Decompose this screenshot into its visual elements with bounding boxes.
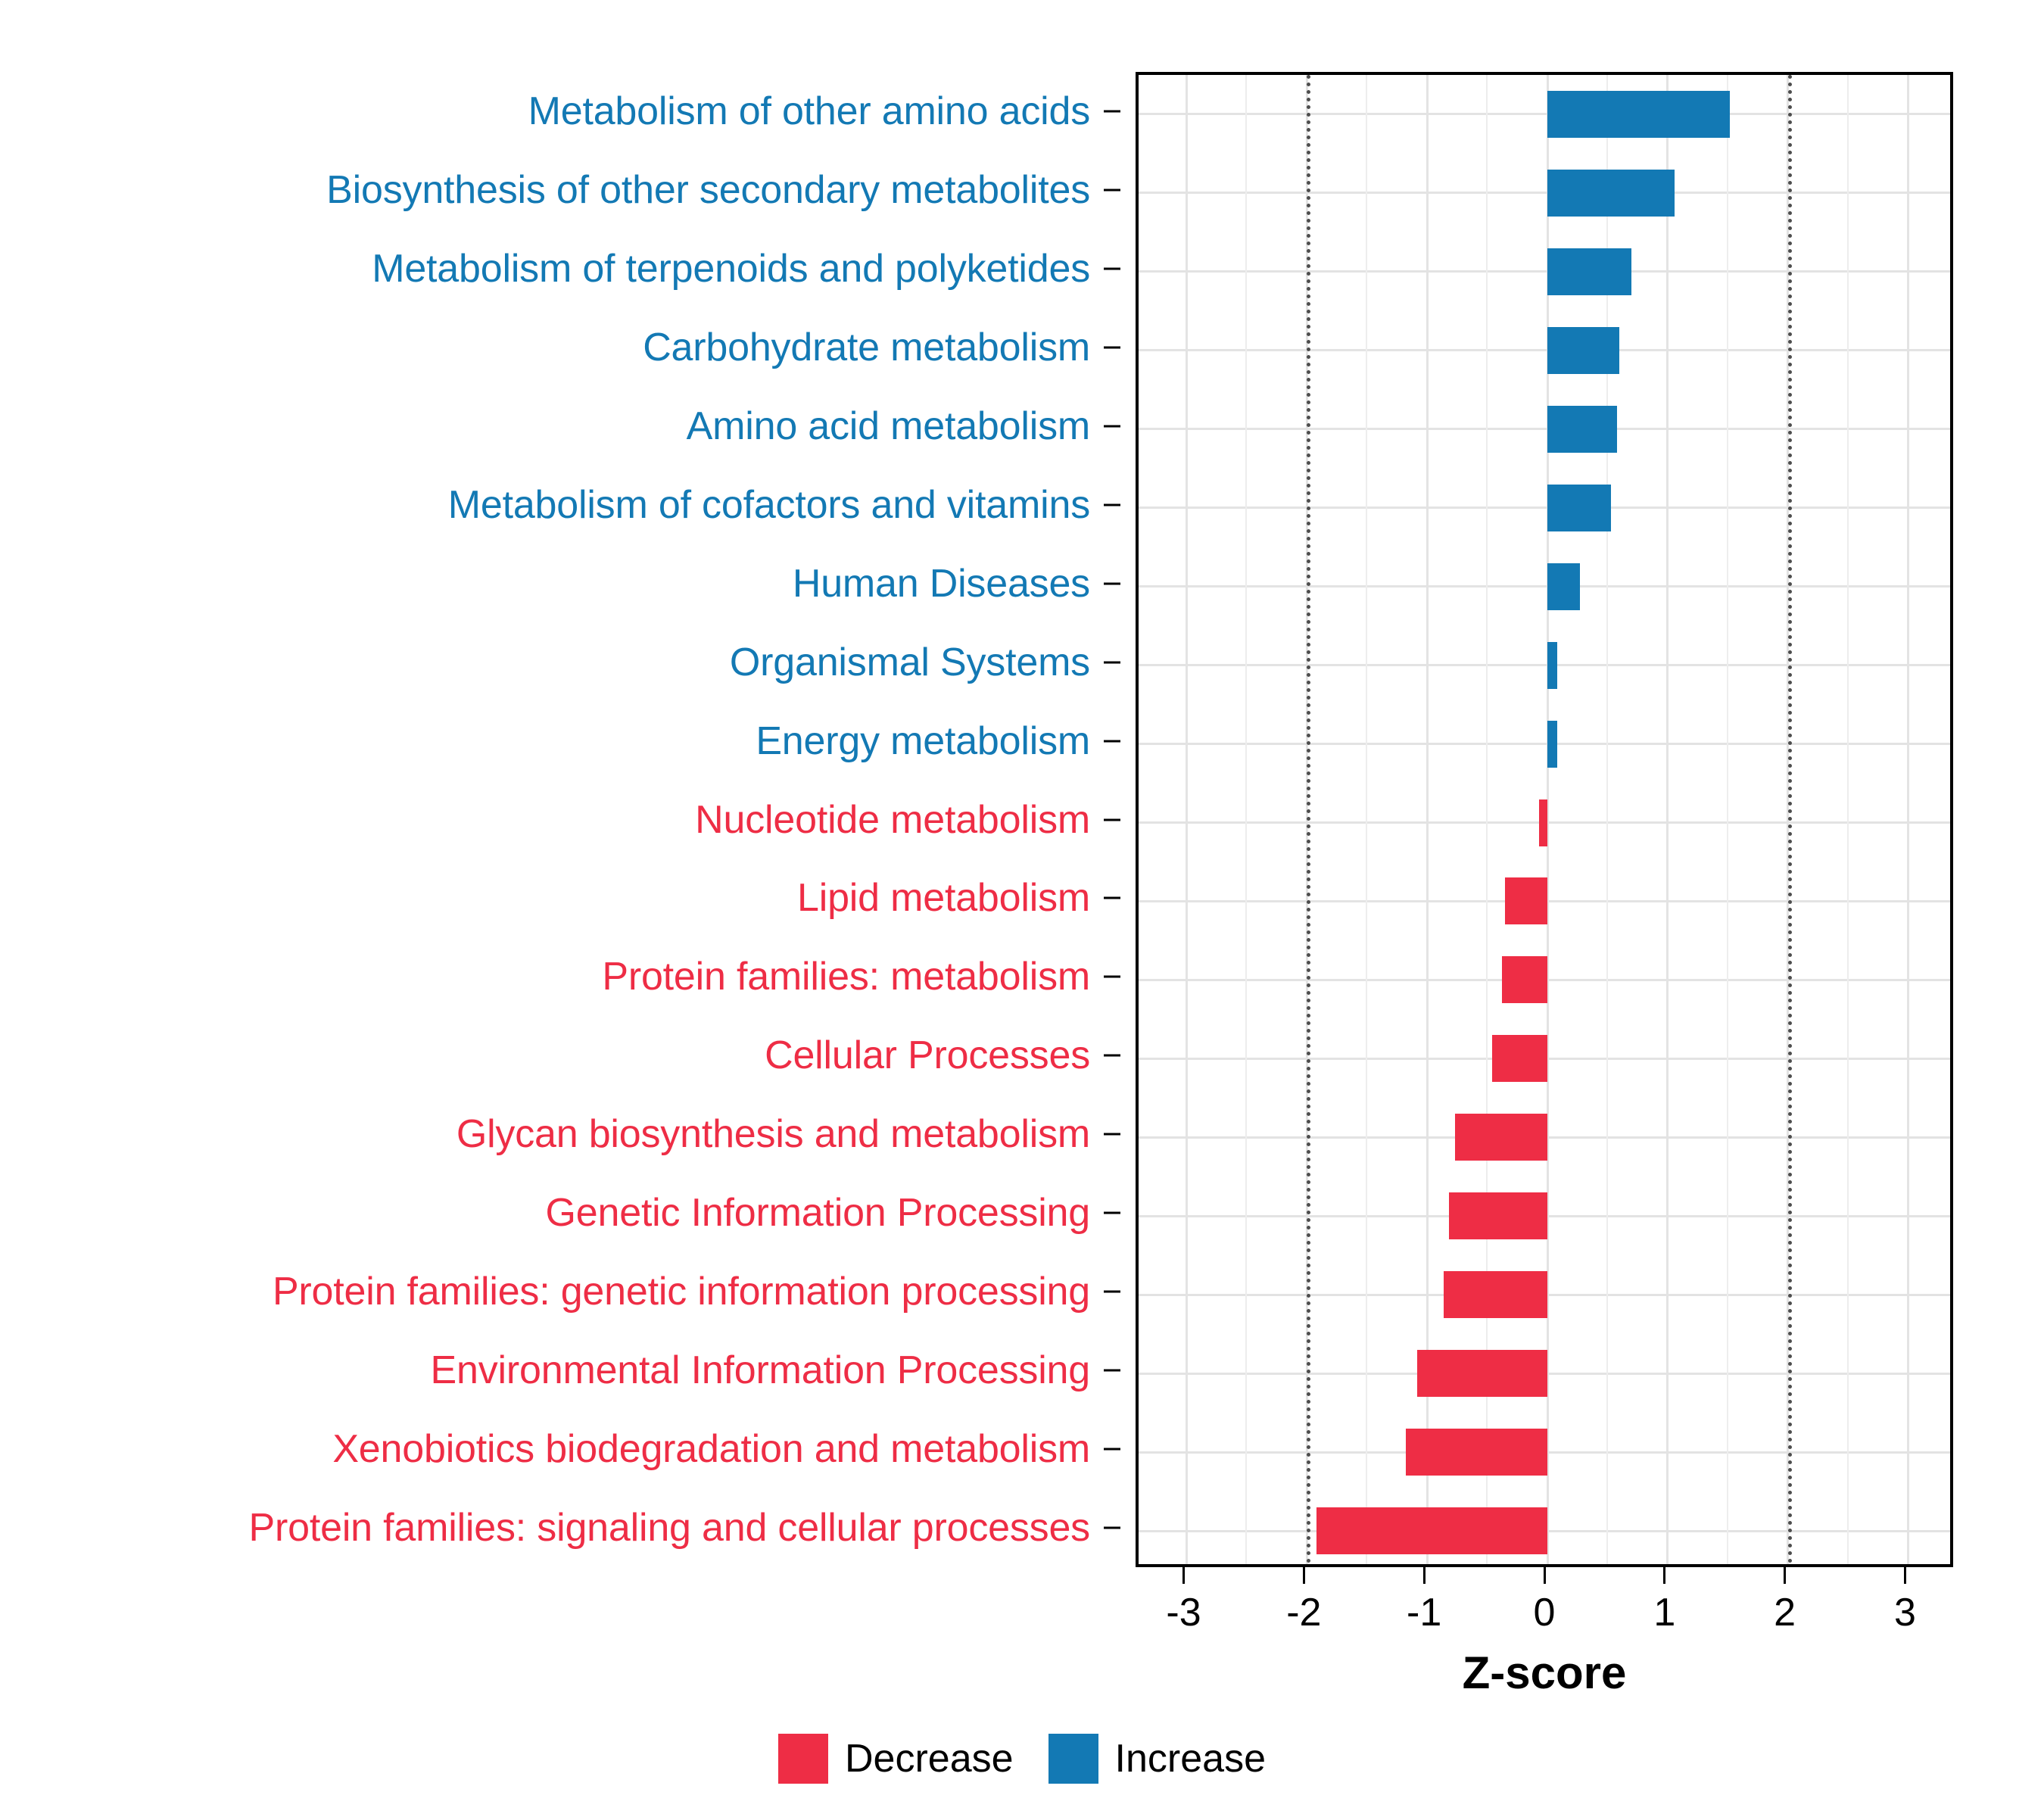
bar (1547, 485, 1611, 531)
threshold-line (1307, 75, 1310, 1564)
gridline-vertical (1847, 75, 1849, 1564)
gridline-vertical (1186, 75, 1188, 1564)
y-axis-labels (0, 72, 1120, 1567)
bar (1547, 721, 1557, 768)
gridline-vertical (1666, 75, 1669, 1564)
y-axis-label: Lipid metabolism (797, 876, 1090, 921)
y-axis-tick-mark (1104, 503, 1120, 506)
x-axis-tick-label: -2 (1286, 1591, 1322, 1635)
y-axis-tick-mark (1104, 1055, 1120, 1057)
y-axis-tick-mark (1104, 1212, 1120, 1214)
bar (1316, 1507, 1547, 1554)
gridline-horizontal (1139, 664, 1950, 666)
bar (1505, 877, 1547, 924)
y-axis-tick-mark (1104, 1370, 1120, 1372)
y-axis-label: Cellular Processes (765, 1033, 1090, 1078)
gridline-vertical (1606, 75, 1608, 1564)
bar (1547, 563, 1580, 610)
gridline-vertical (1486, 75, 1488, 1564)
bar (1547, 248, 1631, 295)
x-axis-tick-mark (1182, 1567, 1185, 1584)
gridline-vertical (1907, 75, 1909, 1564)
gridline-vertical (1727, 75, 1728, 1564)
gridline-horizontal (1139, 349, 1950, 351)
y-axis-tick-mark (1104, 1448, 1120, 1451)
y-axis-label: Environmental Information Processing (430, 1348, 1090, 1393)
bar (1547, 642, 1557, 689)
threshold-line (1788, 75, 1792, 1564)
gridline-horizontal (1139, 270, 1950, 273)
chart-legend (0, 1734, 2044, 1784)
bar (1502, 956, 1547, 1003)
legend-item (778, 1734, 1014, 1784)
x-axis-tick-mark (1544, 1567, 1546, 1584)
gridline-horizontal (1139, 428, 1950, 430)
y-axis-label: Human Diseases (792, 561, 1090, 606)
y-axis-tick-mark (1104, 818, 1120, 821)
y-axis-label: Metabolism of terpenoids and polyketides (372, 246, 1090, 291)
y-axis-tick-mark (1104, 110, 1120, 112)
y-axis-tick-mark (1104, 1291, 1120, 1293)
x-axis-tick-mark (1663, 1567, 1665, 1584)
bar (1449, 1192, 1547, 1239)
y-axis-label: Organismal Systems (729, 640, 1090, 684)
gridline-vertical (1366, 75, 1367, 1564)
bar (1417, 1350, 1547, 1397)
bar (1547, 406, 1617, 453)
y-axis-tick-mark (1104, 582, 1120, 584)
legend-item (1048, 1734, 1266, 1784)
y-axis-label: Metabolism of other amino acids (528, 89, 1090, 133)
x-axis-tick-mark (1423, 1567, 1426, 1584)
bar (1539, 799, 1547, 846)
x-axis-tick-mark (1904, 1567, 1906, 1584)
y-axis-label: Energy metabolism (756, 718, 1090, 763)
y-axis-label: Metabolism of cofactors and vitamins (447, 482, 1090, 527)
y-axis-tick-mark (1104, 976, 1120, 978)
y-axis-tick-mark (1104, 425, 1120, 427)
y-axis-label: Protein families: genetic information processing (272, 1270, 1090, 1314)
x-axis-title: Z-score (1462, 1647, 1627, 1698)
legend-label: Increase (1114, 1737, 1266, 1781)
y-axis-label: Carbohydrate metabolism (643, 325, 1090, 369)
x-axis-tick-mark (1784, 1567, 1786, 1584)
y-axis-label: Protein families: signaling and cellular processes (248, 1506, 1090, 1551)
x-axis-tick-mark (1303, 1567, 1305, 1584)
x-axis-tick-label: 0 (1533, 1591, 1556, 1635)
y-axis-label: Amino acid metabolism (686, 404, 1090, 448)
gridline-horizontal (1139, 113, 1950, 115)
y-axis-tick-mark (1104, 189, 1120, 191)
bar (1444, 1271, 1547, 1318)
y-axis-label: Glycan biosynthesis and metabolism (456, 1112, 1090, 1157)
gridline-horizontal (1139, 585, 1950, 587)
y-axis-label: Nucleotide metabolism (695, 797, 1090, 842)
y-axis-tick-mark (1104, 1527, 1120, 1529)
legend-swatch (778, 1734, 828, 1784)
bar (1547, 170, 1675, 217)
x-axis-tick-label: 1 (1653, 1591, 1676, 1635)
y-axis-label: Genetic Information Processing (545, 1191, 1090, 1236)
gridline-vertical (1245, 75, 1247, 1564)
y-axis-label: Protein families: metabolism (602, 955, 1090, 999)
y-axis-tick-mark (1104, 267, 1120, 270)
legend-swatch (1048, 1734, 1098, 1784)
gridline-horizontal (1139, 192, 1950, 194)
bar (1406, 1429, 1547, 1476)
y-axis-label: Biosynthesis of other secondary metabolites (326, 167, 1090, 212)
gridline-horizontal (1139, 506, 1950, 509)
x-axis-tick-label: 3 (1894, 1591, 1916, 1635)
legend-label: Decrease (844, 1737, 1014, 1781)
y-axis-tick-mark (1104, 661, 1120, 663)
bar (1547, 91, 1730, 138)
y-axis-label: Xenobiotics biodegradation and metabolism (332, 1427, 1090, 1472)
y-axis-tick-mark (1104, 1133, 1120, 1136)
y-axis-tick-mark (1104, 897, 1120, 899)
bar (1455, 1114, 1547, 1161)
x-axis-tick-label: -1 (1407, 1591, 1442, 1635)
x-axis-tick-label: -3 (1166, 1591, 1201, 1635)
y-axis-tick-mark (1104, 740, 1120, 742)
plot-area (1136, 72, 1953, 1567)
y-axis-tick-mark (1104, 346, 1120, 348)
x-axis-ticks (1136, 1567, 1953, 1635)
x-axis-tick-label: 2 (1774, 1591, 1796, 1635)
bar (1547, 327, 1619, 374)
bar (1492, 1035, 1547, 1082)
gridline-horizontal (1139, 743, 1950, 745)
gridline-vertical (1426, 75, 1429, 1564)
